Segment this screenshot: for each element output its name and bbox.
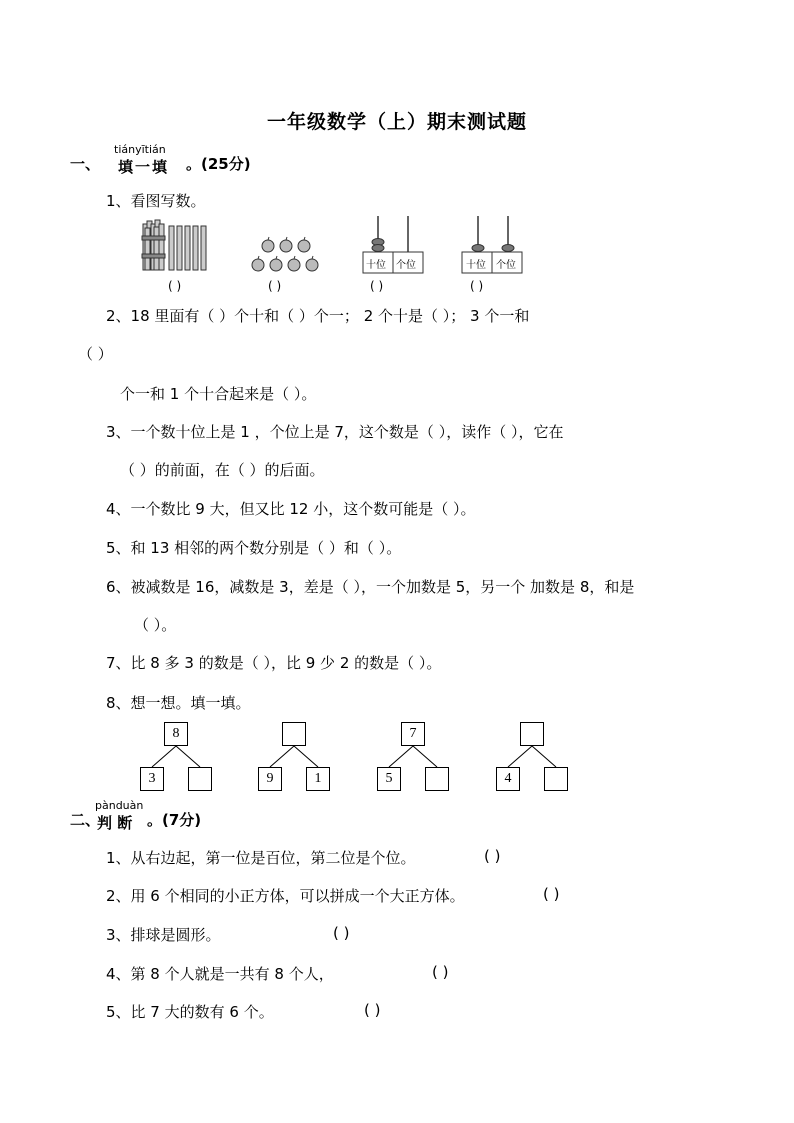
judge2-paren[interactable]: ( ) <box>543 885 560 903</box>
tree4-right[interactable] <box>544 767 568 791</box>
page-title: 一年级数学（上）期末测试题 <box>266 111 527 133</box>
judge5-text: 5、比 7 大的数有 6 个。 <box>106 1003 274 1021</box>
judge2-text: 2、用 6 个相同的小正方体，可以拼成一个大正方体。 <box>106 887 465 905</box>
tree3-top[interactable]: 7 <box>401 722 425 746</box>
tree4-top[interactable] <box>520 722 544 746</box>
q1-answer-3[interactable]: ( ) <box>370 279 384 293</box>
q2-line1b: （ ） <box>78 345 113 363</box>
judge1-paren[interactable]: ( ) <box>484 847 501 865</box>
q3-line1: 3、一个数十位上是 1 ，个位上是 7，这个数是（ ），读作（ ），它在 <box>106 423 564 441</box>
tree4-left[interactable]: 4 <box>496 767 520 791</box>
judge3-paren[interactable]: ( ) <box>333 924 350 942</box>
counter2-tens-label: 十位 <box>466 260 486 271</box>
tree2-top[interactable] <box>282 722 306 746</box>
q7-text: 7、比 8 多 3 的数是（ ），比 9 少 2 的数是（ ）。 <box>106 654 442 672</box>
tree1-top[interactable]: 8 <box>164 722 188 746</box>
section2-pinyin: pànduàn <box>95 799 144 812</box>
section2-score: 。(7分) <box>147 811 202 829</box>
section1-pinyin: tiányītián <box>114 143 166 156</box>
tree2-left[interactable]: 9 <box>258 767 282 791</box>
section1-score: 。(25分) <box>186 155 251 173</box>
judge4-paren[interactable]: ( ) <box>432 963 449 981</box>
judge5-paren[interactable]: ( ) <box>364 1001 381 1019</box>
tree1-right[interactable] <box>188 767 212 791</box>
judge1-text: 1、从右边起，第一位是百位，第二位是个位。 <box>106 849 416 867</box>
tree1-left[interactable]: 3 <box>140 767 164 791</box>
q2-line2: 个一和 1 个十合起来是（ ）。 <box>120 385 317 403</box>
tree3-left[interactable]: 5 <box>377 767 401 791</box>
q1-answer-4[interactable]: ( ) <box>470 279 484 293</box>
judge4-text: 4、第 8 个人就是一共有 8 个人， <box>106 965 334 983</box>
q1-text: 1、看图写数。 <box>106 192 206 210</box>
q5-text: 5、和 13 相邻的两个数分别是（ ）和（ ）。 <box>106 539 402 557</box>
q1-answer-2[interactable]: ( ) <box>268 279 282 293</box>
section1-heading: 填一填 <box>118 158 170 176</box>
counter1-tens-label: 十位 <box>366 260 386 271</box>
q4-text: 4、一个数比 9 大，但又比 12 小，这个数可能是（ ）。 <box>106 500 476 518</box>
tree3-right[interactable] <box>425 767 449 791</box>
q6-line2: （ ）。 <box>134 616 177 634</box>
counter2-ones-label: 个位 <box>496 260 516 271</box>
q1-answer-1[interactable]: ( ) <box>168 279 182 293</box>
q3-line2: （ ）的前面，在（ ）的后面。 <box>120 461 325 479</box>
q8-text: 8、想一想。填一填。 <box>106 694 251 712</box>
counter1-ones-label: 个位 <box>396 260 416 271</box>
q6-line1: 6、被减数是 16，减数是 3，差是（ ），一个加数是 5，另一个 加数是 8，和是 <box>106 578 635 596</box>
q2-line1: 2、18 里面有（ ）个十和（ ）个一； 2 个十是（ ）； 3 个一和 <box>106 307 530 325</box>
section2-number: 二、 <box>70 811 101 829</box>
judge3-text: 3、排球是圆形。 <box>106 926 221 944</box>
section2-heading: 判 断 <box>97 814 133 832</box>
tree2-right[interactable]: 1 <box>306 767 330 791</box>
section1-number: 一、 <box>70 155 101 173</box>
